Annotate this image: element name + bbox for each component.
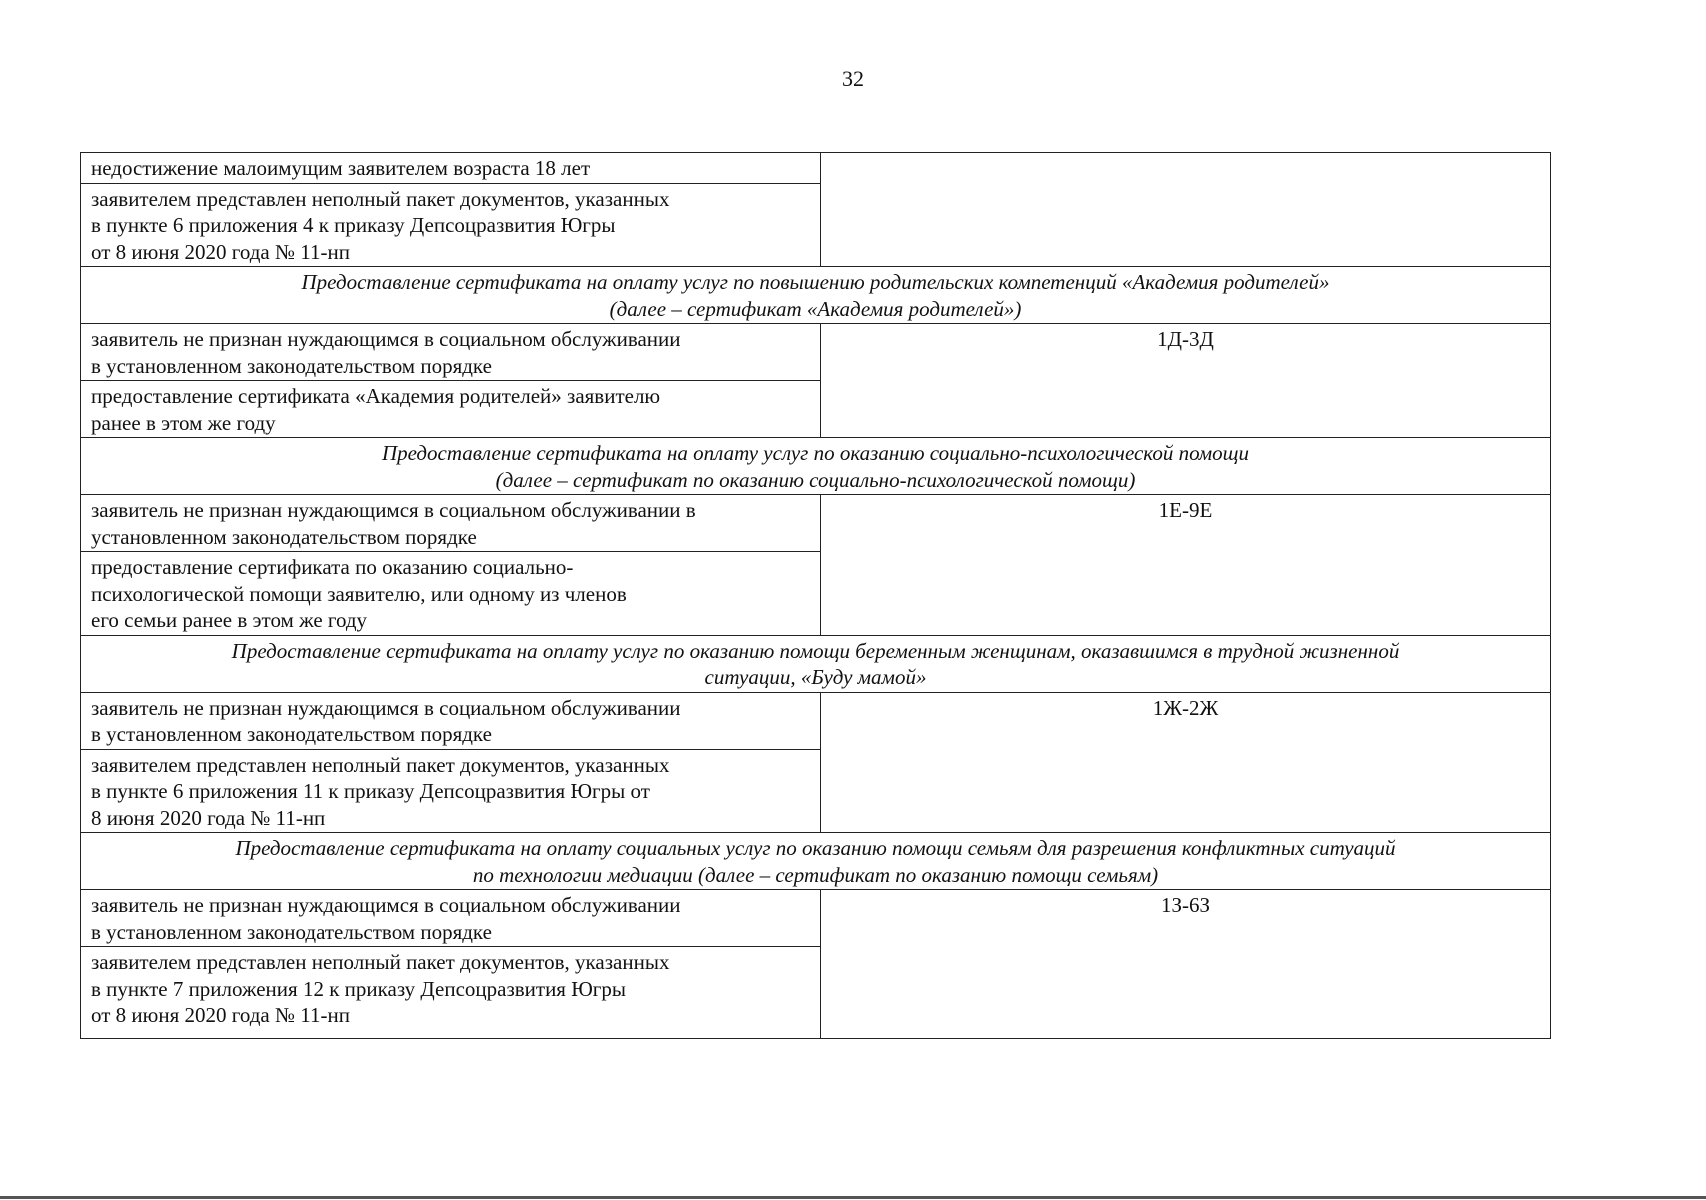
text-line: его семьи ранее в этом же году [91, 608, 368, 632]
code-cell: 1Д-3Д [821, 324, 1551, 438]
text-line: Предоставление сертификата на оплату услуг по оказанию социально-психологической помощи [381, 441, 1250, 465]
reason-cell [81, 183, 821, 267]
section-row [81, 438, 1551, 495]
code-cell: 1З-6З [821, 890, 1551, 1039]
reason-cell [81, 552, 821, 636]
text-line: ранее в этом же году [91, 410, 276, 435]
text-line: предоставление сертификата по оказанию социально- [91, 555, 574, 579]
code-cell-empty [821, 153, 1551, 267]
section-heading [81, 833, 1551, 890]
text-line: (далее – сертификат «Академия родителей») [609, 296, 1022, 321]
reason-cell [81, 947, 821, 1039]
reason-cell [81, 749, 821, 833]
text-line: установленном законодательством порядке [91, 524, 477, 549]
text-line: психологической помощи заявителю, или одному из членов [91, 581, 627, 606]
table-row [81, 324, 1551, 381]
page-number: 32 [842, 66, 864, 91]
reason-cell [81, 324, 821, 381]
text-line: заявителем представлен неполный пакет документов, указанных [91, 186, 670, 211]
text-line: заявитель не признан нуждающимся в социальном обслуживании [91, 695, 681, 720]
text-line: от 8 июня 2020 года № 11-нп [91, 1003, 350, 1027]
text-line: ситуации, «Буду мамой» [704, 665, 927, 689]
text-line: в установленном законодательством порядке [91, 353, 492, 378]
text-line: заявитель не признан нуждающимся в социальном обслуживании [91, 327, 681, 351]
table-row [81, 890, 1551, 947]
text-line: заявитель не признан нуждающимся в социальном обслуживании [91, 893, 681, 917]
section-heading [81, 267, 1551, 324]
code-cell: 1Ж-2Ж [821, 692, 1551, 833]
grounds-table [80, 152, 1551, 1039]
text-line: (далее – сертификат по оказанию социально-психологической помощи) [495, 467, 1136, 492]
reason-cell [81, 381, 821, 438]
text-line: в установленном законодательством порядке [91, 919, 492, 944]
table-row [81, 692, 1551, 749]
text-line: от 8 июня 2020 года № 11-нп [91, 239, 350, 264]
reason-cell [81, 495, 821, 552]
text-line: Предоставление сертификата на оплату услуг по оказанию помощи беременным женщинам, оказавшимся в трудной жизненной [231, 638, 1400, 663]
text-line: по технологии медиации (далее – сертификат по оказанию помощи семьям) [472, 862, 1159, 887]
text-line: недостижение малоимущим заявителем возраста 18 лет [91, 156, 591, 180]
section-heading [81, 635, 1551, 692]
text-line: Предоставление сертификата на оплату социальных услуг по оказанию помощи семьям для разрешения конфликтных ситуаций [235, 836, 1396, 860]
table-row [81, 153, 1551, 184]
text-line: 8 июня 2020 года № 11-нп [91, 805, 326, 830]
text-line: заявитель не признан нуждающимся в социальном обслуживании в [91, 498, 696, 522]
text-line: в пункте 6 приложения 4 к приказу Депсоцразвития Югры [91, 213, 616, 237]
reason-cell [81, 153, 821, 184]
section-row [81, 635, 1551, 692]
code-cell: 1Е-9Е [821, 495, 1551, 636]
text-line: заявителем представлен неполный пакет документов, указанных [91, 950, 670, 974]
section-row [81, 267, 1551, 324]
section-row [81, 833, 1551, 890]
table-row [81, 495, 1551, 552]
text-line: заявителем представлен неполный пакет документов, указанных [91, 752, 670, 777]
text-line: в установленном законодательством порядке [91, 722, 492, 746]
text-line: Предоставление сертификата на оплату услуг по повышению родительских компетенций «Академия родителей» [301, 270, 1330, 294]
section-heading [81, 438, 1551, 495]
text-line: предоставление сертификата «Академия родителей» заявителю [91, 384, 661, 408]
reason-cell [81, 692, 821, 749]
reason-cell [81, 890, 821, 947]
scan-edge-divider [0, 1196, 1706, 1199]
text-line: в пункте 7 приложения 12 к приказу Депсоцразвития Югры [91, 976, 627, 1001]
text-line: в пункте 6 приложения 11 к приказу Депсоцразвития Югры от [91, 779, 650, 803]
